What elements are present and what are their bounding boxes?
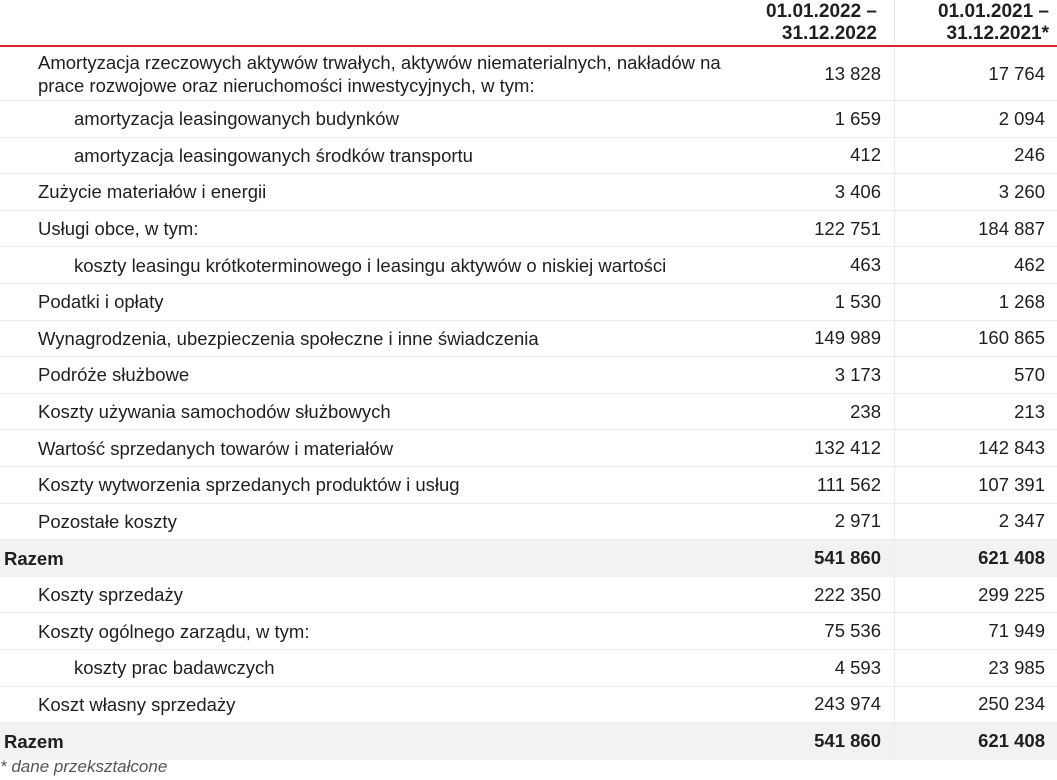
value-2022: 149 989: [735, 321, 895, 357]
table-row: [0, 101, 1057, 138]
row-label: Podatki i opłaty: [38, 291, 164, 313]
value-2021: 107 391: [978, 473, 1045, 495]
value-2021: 621 408: [978, 730, 1045, 752]
value-2022: 1 530: [735, 284, 895, 320]
table-row: [0, 577, 1057, 614]
value-2022: 1 659: [735, 101, 895, 137]
value-2021: 142 843: [978, 437, 1045, 459]
header-period-2022-end: 31.12.2022: [781, 23, 877, 44]
value-2022: 2 971: [735, 504, 895, 540]
table-row: [0, 284, 1057, 321]
value-2021: 71 949: [988, 620, 1045, 642]
table-row: [0, 321, 1057, 358]
value-2022: 541 860: [735, 723, 895, 760]
table-row: [0, 613, 1057, 650]
table-row: [0, 394, 1057, 431]
table-header: [0, 0, 1057, 47]
row-label: Koszty używania samochodów służbowych: [38, 401, 391, 423]
table-row: [0, 47, 1057, 101]
value-2022: 238: [735, 394, 895, 430]
value-2021: 213: [1014, 400, 1045, 422]
value-2021: 17 764: [988, 62, 1045, 84]
value-2022: 412: [735, 138, 895, 174]
header-period-2021-end: 31.12.2021*: [946, 23, 1049, 44]
value-2022: 132 412: [735, 430, 895, 466]
value-2021: 250 234: [978, 693, 1045, 715]
row-label: [0, 51, 735, 97]
value-2022: 3 173: [735, 357, 895, 393]
row-label: amortyzacja leasingowanych środków transportu: [74, 144, 473, 166]
value-2021: 2 094: [998, 107, 1045, 129]
value-2021: 3 260: [998, 180, 1045, 202]
table-row: [0, 138, 1057, 175]
value-2021: 184 887: [978, 217, 1045, 239]
value-2021: 246: [1014, 144, 1045, 166]
row-label: Wynagrodzenia, ubezpieczenia społeczne i inne świadczenia: [38, 327, 539, 349]
value-2021: 2 347: [998, 510, 1045, 532]
value-2021: 621 408: [978, 547, 1045, 569]
value-2022: 4 593: [735, 650, 895, 686]
row-label: Razem: [4, 730, 64, 752]
value-2022: 222 350: [735, 577, 895, 613]
table-row: [0, 430, 1057, 467]
value-2021: 299 225: [978, 583, 1045, 605]
table-row: [0, 174, 1057, 211]
row-label: Zużycie materiałów i energii: [38, 181, 267, 203]
footnote: * dane przekształcone: [0, 757, 168, 776]
table-row: [0, 687, 1057, 724]
row-label: Pozostałe koszty: [38, 510, 177, 532]
table-row: [0, 357, 1057, 394]
row-label: Podróże służbowe: [38, 364, 190, 386]
row-label: koszty leasingu krótkoterminowego i leasingu aktywów o niskiej wartości: [74, 254, 667, 276]
row-label: Koszt własny sprzedaży: [38, 693, 236, 715]
row-label-line: Amortyzacja rzeczowych aktywów trwałych, aktywów niematerialnych, nakładów na: [38, 51, 721, 73]
value-2022: 122 751: [735, 211, 895, 247]
value-2022: 463: [735, 247, 895, 283]
header-period-2021: [895, 0, 1057, 45]
total-row: [0, 540, 1057, 577]
row-label-line: prace rozwojowe oraz nieruchomości inwestycyjnych, w tym:: [38, 74, 535, 96]
total-row: [0, 723, 1057, 760]
row-label: Koszty sprzedaży: [38, 584, 183, 606]
table-row: [0, 650, 1057, 687]
row-label: Koszty wytworzenia sprzedanych produktów i usług: [38, 474, 460, 496]
row-label: Wartość sprzedanych towarów i materiałów: [38, 437, 394, 459]
header-period-2021-start: 01.01.2021 –: [938, 1, 1049, 22]
table-row: [0, 247, 1057, 284]
row-label: amortyzacja leasingowanych budynków: [74, 108, 399, 130]
value-2021: 570: [1014, 363, 1045, 385]
row-label: Koszty ogólnego zarządu, w tym:: [38, 620, 310, 642]
table-row: [0, 504, 1057, 541]
value-2022: 541 860: [735, 540, 895, 577]
value-2022: 243 974: [735, 687, 895, 723]
value-2021: 23 985: [988, 656, 1045, 678]
row-label: Usługi obce, w tym:: [38, 218, 199, 240]
table-row: [0, 467, 1057, 504]
row-label: koszty prac badawczych: [74, 657, 275, 679]
header-period-2022-start: 01.01.2022 –: [766, 1, 877, 22]
table-row: [0, 211, 1057, 248]
value-2021: 1 268: [998, 290, 1045, 312]
header-label-spacer: [0, 0, 735, 45]
value-2022: 111 562: [735, 467, 895, 503]
row-label: Razem: [4, 547, 64, 569]
value-2022: 3 406: [735, 174, 895, 210]
value-2022: 75 536: [735, 613, 895, 649]
value-2021: 462: [1014, 254, 1045, 276]
value-2022: 13 828: [735, 47, 895, 100]
value-2021: 160 865: [978, 327, 1045, 349]
header-period-2022: [735, 0, 895, 45]
